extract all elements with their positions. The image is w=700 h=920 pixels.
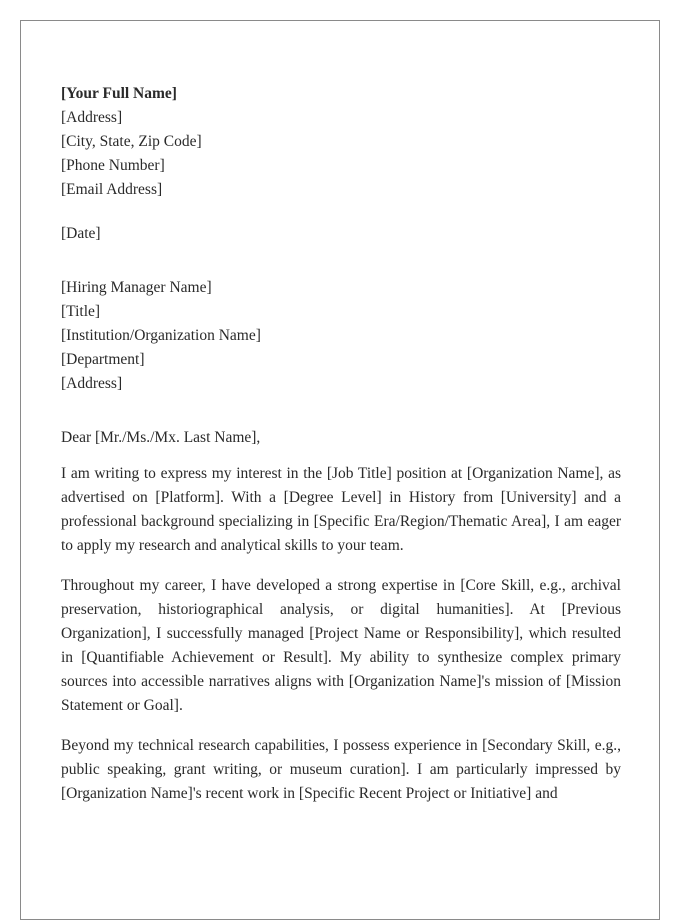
- letter-date: [Date]: [61, 225, 101, 242]
- recipient-department: [Department]: [61, 351, 145, 368]
- recipient-address: [Address]: [61, 375, 123, 392]
- sender-block: [61, 82, 621, 202]
- body-paragraph-experience: Throughout my career, I have developed a strong expertise in [Core Skill, e.g., archival preservation, historiographical analysis, or digital humanities]. At [Previous Organization], I successfully managed [Project Name or Responsibility], which resulted in [Quantifiable Achievement or Result]. My ability to synthesize complex primary sources into accessible narratives aligns with [Organization Name]'s mission of [Mission Statement or Goal].: [61, 577, 621, 714]
- recipient-organization: [Institution/Organization Name]: [61, 327, 261, 344]
- sender-city-state-zip: [City, State, Zip Code]: [61, 133, 202, 150]
- sender-address: [Address]: [61, 109, 123, 126]
- body-paragraph-intro: I am writing to express my interest in the [Job Title] position at [Organization Name], as advertised on [Platform]. With a [Degree Level] in History from [University] and a professional background specializing in [Specific Era/Region/Thematic Area], I am eager to apply my research and analytical skills to your team.: [61, 465, 621, 554]
- sender-email: [Email Address]: [61, 181, 163, 198]
- body-paragraph-skills: Beyond my technical research capabilities, I possess experience in [Secondary Skill, e.g., public speaking, grant writing, or museum curation]. I am particularly impressed by [Organization Name]'s recent work in [Specific Recent Project or Initiative] and: [61, 737, 621, 802]
- recipient-title: [Title]: [61, 303, 101, 320]
- recipient-block: [61, 276, 621, 396]
- sender-phone: [Phone Number]: [61, 157, 165, 174]
- cover-letter: [61, 82, 621, 803]
- salutation: Dear [Mr./Ms./Mx. Last Name],: [61, 429, 261, 446]
- recipient-name: [Hiring Manager Name]: [61, 279, 212, 296]
- sender-name: [Your Full Name]: [61, 85, 177, 102]
